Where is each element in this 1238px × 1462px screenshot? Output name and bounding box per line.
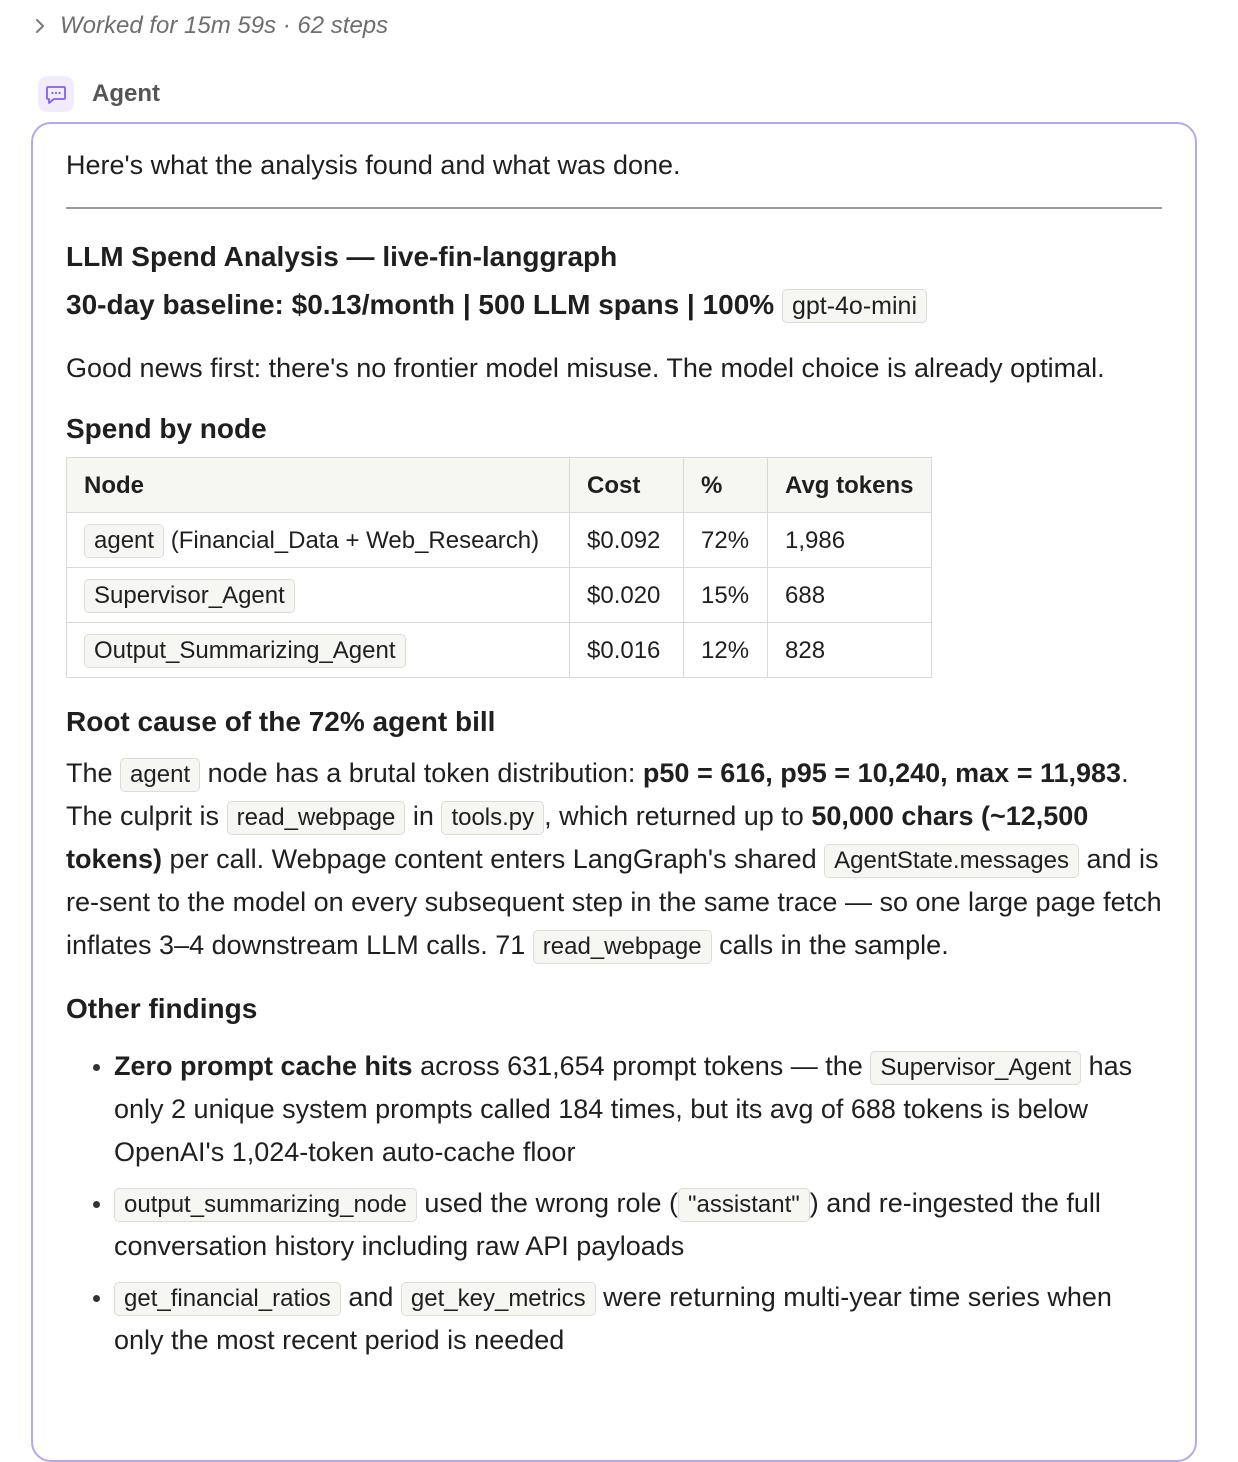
node-note: (Financial_Data + Web_Research) [170, 526, 540, 554]
avg-cell: 688 [768, 568, 932, 623]
list-item [114, 1276, 1162, 1362]
text: across 631,654 prompt tokens — the [420, 1051, 863, 1081]
col-header-pct: % [684, 458, 768, 513]
table-row [67, 568, 932, 623]
node-code: Supervisor_Agent [84, 579, 295, 613]
text: node has a brutal token distribution: [207, 758, 636, 788]
node-cell [67, 513, 570, 568]
intro-text: Here's what the analysis found and what was done. [66, 150, 681, 180]
inline-code: get_financial_ratios [114, 1282, 341, 1316]
baseline-subtitle [66, 281, 1162, 329]
inline-code: Supervisor_Agent [870, 1051, 1081, 1085]
inline-code: read_webpage [533, 930, 712, 964]
text: in [412, 801, 434, 831]
text: and [348, 1282, 394, 1312]
inline-code: "assistant" [678, 1188, 810, 1222]
text: and is re-sent to the model on every subsequent step in the same trace — so one large page fetch inflates 3–4 downstream LLM calls. 71 [66, 844, 1162, 960]
chat-bubble-icon [38, 76, 74, 112]
baseline-text: 30-day baseline: $0.13/month | 500 LLM spans | 100% [66, 289, 775, 320]
node-code: Output_Summarizing_Agent [84, 634, 406, 668]
pct-cell: 15% [684, 568, 768, 623]
inline-code: AgentState.messages [824, 844, 1079, 878]
other-findings-heading: Other findings [66, 993, 258, 1024]
root-cause-paragraph [66, 752, 1162, 967]
findings-list [66, 1045, 1162, 1362]
text: . The culprit is [66, 758, 1129, 831]
cost-cell: $0.020 [570, 568, 684, 623]
inline-code: get_key_metrics [401, 1282, 596, 1316]
text: has only 2 unique system prompts called 184 times, but its avg of 688 tokens is below OpenAI's 1,024-token auto-cache floor [114, 1051, 1133, 1167]
node-cell [67, 623, 570, 678]
pct-cell: 72% [684, 513, 768, 568]
col-header-node: Node [67, 458, 570, 513]
analysis-title: LLM Spend Analysis — live-fin-langgraph [66, 241, 618, 272]
table-row [67, 623, 932, 678]
inline-code: agent [120, 758, 200, 792]
worked-summary-text: Worked for 15m 59s · 62 steps [60, 12, 389, 39]
col-header-avg: Avg tokens [768, 458, 932, 513]
char-limit: 50,000 chars (~12,500 tokens) [66, 801, 1089, 874]
good-news-text: Good news first: there's no frontier model misuse. The model choice is already optimal. [66, 353, 1105, 383]
inline-code: tools.py [441, 801, 544, 835]
inline-code: read_webpage [227, 801, 406, 835]
cost-cell: $0.092 [570, 513, 684, 568]
agent-label: Agent [92, 80, 160, 107]
node-cell [67, 568, 570, 623]
list-item [114, 1182, 1162, 1268]
inline-code: output_summarizing_node [114, 1188, 417, 1222]
col-header-cost: Cost [570, 458, 684, 513]
chevron-right-icon [34, 17, 46, 35]
avg-cell: 828 [768, 623, 932, 678]
spend-table [66, 457, 932, 678]
table-header-row [67, 458, 932, 513]
agent-message-card [31, 122, 1197, 1462]
list-item [114, 1045, 1162, 1174]
text: used the wrong role ( [424, 1188, 678, 1218]
text: ) and re-ingested the full conversation history including raw API payloads [114, 1188, 1101, 1261]
root-cause-section [66, 700, 1162, 967]
text: , which returned up to [544, 801, 804, 831]
table-row [67, 513, 932, 568]
spend-by-node-heading: Spend by node [66, 413, 267, 444]
agent-header [38, 76, 160, 112]
token-stats: p50 = 616, p95 = 10,240, max = 11,983 [642, 758, 1122, 788]
text: were returning multi-year time series when only the most recent period is needed [114, 1282, 1112, 1355]
avg-cell: 1,986 [768, 513, 932, 568]
divider [66, 207, 1162, 209]
node-code: agent [84, 524, 164, 558]
pct-cell: 12% [684, 623, 768, 678]
model-code: gpt-4o-mini [782, 289, 927, 323]
text: The [66, 758, 113, 788]
worked-summary-toggle[interactable] [34, 12, 388, 40]
finding-bold: Zero prompt cache hits [114, 1051, 413, 1081]
text: calls in the sample. [719, 930, 949, 960]
text: per call. Webpage content enters LangGraph's shared [169, 844, 817, 874]
cost-cell: $0.016 [570, 623, 684, 678]
root-cause-heading: Root cause of the 72% agent bill [66, 706, 496, 737]
